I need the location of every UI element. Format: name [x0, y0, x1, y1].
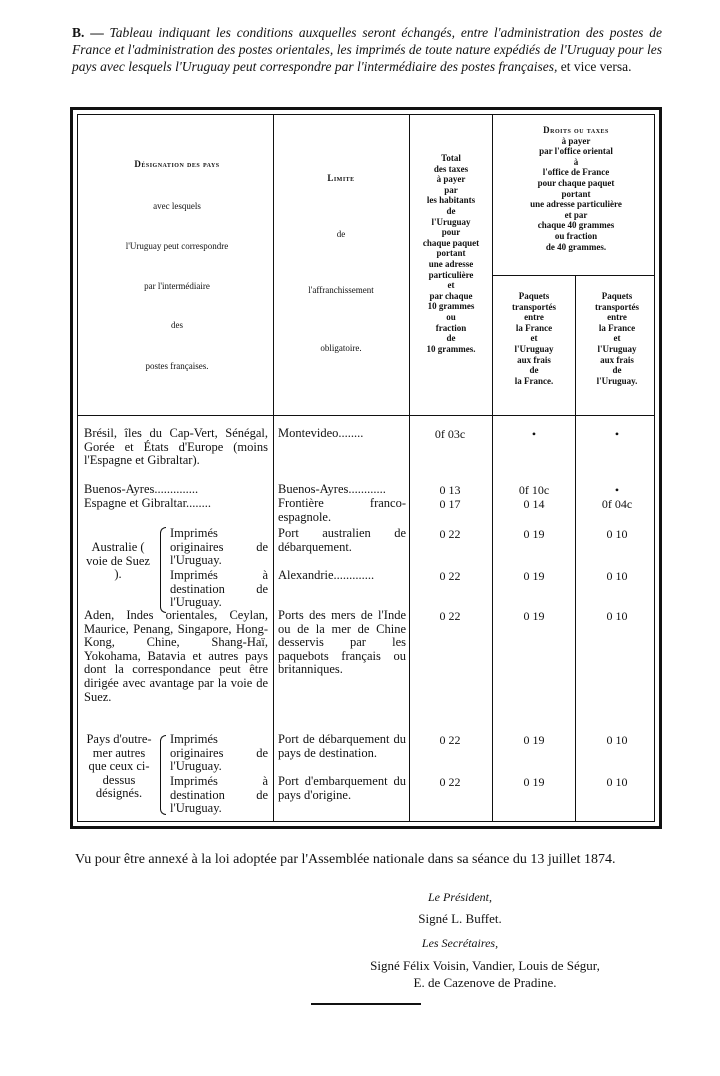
row-limite: Port de débarquement du pays de destination.: [278, 732, 406, 760]
column-divider: [273, 115, 274, 821]
row-limite: Frontière franco-espagnole.: [278, 496, 406, 524]
row-france: •: [531, 427, 537, 441]
row-france: 0 19: [523, 775, 545, 789]
row-pays: Aden, Indes orientales, Ceylan, Maurice, Penang, Singapore, Hong-Kong, Chine, Shang-Haï, Yokohama, Batavia et autres pays dont la correspondance peut être dirigée avec avantage par la voie de Suez.: [84, 608, 268, 704]
secretaries-signature-line2: E. de Cazenove de Pradine.: [413, 975, 557, 990]
brace: [160, 735, 166, 815]
header-france-line: aux frais: [517, 354, 551, 365]
table-inner: [77, 114, 655, 822]
header-uruguay-line: et: [613, 333, 621, 344]
row-france: 0 19: [523, 609, 545, 623]
header-pays-title: Désignation des pays: [134, 159, 220, 169]
header-total-line: et: [447, 280, 455, 291]
header-total-line: fraction: [435, 322, 467, 333]
brace: [160, 527, 166, 613]
row-france: 0f 10c: [518, 483, 550, 497]
header-total-line: une adresse: [428, 258, 474, 269]
header-total: [411, 153, 491, 354]
header-total-line: pour: [441, 227, 461, 238]
row-uruguay: •: [614, 427, 620, 441]
header-total-line: à payer: [436, 174, 466, 185]
header-droits-line: ou fraction: [554, 230, 598, 241]
row-total: 0 22: [439, 775, 461, 789]
row-total: 0f 03c: [434, 427, 466, 441]
header-uruguay-line: aux frais: [600, 354, 634, 365]
outremer-sub-text: Imprimés originaires de l'Uruguay.: [170, 732, 268, 774]
row-uruguay: 0f 04c: [601, 497, 633, 511]
header-droits-line: à: [573, 156, 579, 167]
row-pays: Espagne et Gibraltar........: [84, 496, 212, 510]
row-total: 0 22: [439, 527, 461, 541]
header-total-line: 10 grammes.: [426, 343, 476, 354]
row-france: 0 19: [523, 527, 545, 541]
header-uruguay-line: l'Uruguay: [597, 343, 637, 354]
outremer-sub-text: Imprimés à destination de l'Uruguay.: [170, 774, 268, 816]
row-uruguay: 0 10: [606, 569, 628, 583]
header-total-line: particulière: [428, 269, 474, 280]
row-pays: Buenos-Ayres..............: [84, 482, 199, 496]
heading-text: Tableau indiquant les conditions auxquelles seront échangés, entre l'administration des postes de France et l'administration des postes orientales, les imprimés de toute nature expédiés de l'Uruguay pour les pays avec lesquels l'Uruguay peut correspondre par l'intermédiaire des postes françaises,: [72, 25, 663, 74]
header-pays-line: par l'intermédiaire: [144, 281, 210, 291]
header-uruguay-line: Paquets: [601, 291, 633, 301]
row-france: 0 19: [523, 569, 545, 583]
row-pays: Brésil, îles du Cap-Vert, Sénégal, Gorée et États d'Europe (moins l'Espagne et Gibraltar).: [84, 426, 268, 468]
header-france-line: la France: [515, 322, 553, 333]
header-france-line: entre: [524, 312, 544, 323]
header-droits-line: chaque 40 grammes: [537, 220, 615, 231]
header-total-line: de: [446, 333, 456, 344]
president-signature: Signé L. Buffet.: [418, 911, 502, 926]
header-droits-title: Droits ou taxes: [543, 125, 609, 135]
header-total-line: de: [446, 205, 456, 216]
header-total-line: par: [444, 184, 458, 195]
row-total: 0 22: [439, 609, 461, 623]
row-limite: Buenos-Ayres............: [278, 482, 386, 496]
australie-sub-text: Imprimés à destination de l'Uruguay.: [170, 568, 268, 610]
header-france-line: Paquets: [518, 291, 550, 301]
header-total-line: 10 grammes: [427, 301, 475, 312]
row-uruguay: 0 10: [606, 527, 628, 541]
row-uruguay: 0 10: [606, 733, 628, 747]
header-total-line: portant: [436, 248, 466, 259]
header-total-line: Total: [441, 153, 461, 163]
secretaries-signature-line1: Signé Félix Voisin, Vandier, Louis de Ségur,: [370, 958, 600, 973]
outremer-label: Pays d'outre-mer autres que ceux ci-dessus désignés.: [86, 732, 152, 801]
table-frame: [70, 107, 662, 829]
header-limite-title: Limite: [327, 173, 355, 183]
header-frais-uruguay: [577, 291, 657, 386]
row-total: 0 13: [439, 483, 461, 497]
row-total: 0 17: [439, 497, 461, 511]
header-total-line: par chaque: [429, 290, 473, 301]
header-droits: [494, 125, 658, 252]
annex-statement: Vu pour être annexé à la loi adoptée par l'Assemblée nationale dans sa séance du 13 juillet 1874.: [75, 852, 616, 867]
heading-letter: B. —: [72, 25, 104, 40]
header-france-line: l'Uruguay: [514, 343, 554, 354]
row-uruguay: •: [614, 483, 620, 497]
header-pays-line: l'Uruguay peut correspondre: [125, 241, 229, 251]
row-limite: Port australien de débarquement.: [278, 526, 406, 554]
column-divider: [492, 115, 493, 821]
header-pays-line: postes françaises.: [145, 361, 209, 371]
row-total: 0 22: [439, 569, 461, 583]
row-france: 0 19: [523, 733, 545, 747]
row-uruguay: 0 10: [606, 609, 628, 623]
header-droits-line: par l'office oriental: [539, 146, 613, 157]
header-pays-line: des: [171, 320, 183, 330]
header-total-line: des taxes: [433, 163, 469, 174]
header-droits-line: l'office de France: [542, 167, 610, 178]
header-france-line: la France.: [514, 375, 554, 386]
header-france-line: transportés: [512, 301, 556, 312]
header-droits-line: une adresse particulière: [530, 199, 622, 210]
president-title: Le Président,: [428, 890, 492, 904]
header-france-line: de: [529, 365, 539, 376]
header-total-line: l'Uruguay: [431, 216, 471, 227]
header-droits-line: de 40 grammes.: [545, 241, 607, 252]
header-droits-line: portant: [561, 188, 591, 199]
header-limite-line: obligatoire.: [320, 343, 362, 353]
row-total: 0 22: [439, 733, 461, 747]
header-droits-line: pour chaque paquet: [537, 177, 615, 188]
header-uruguay-line: de: [612, 365, 622, 376]
column-divider: [575, 275, 576, 821]
column-divider: [409, 115, 410, 821]
secretaries-title: Les Secrétaires,: [421, 936, 499, 950]
header-subdivider: [492, 275, 654, 276]
header-france-line: et: [530, 333, 538, 344]
header-droits-line: à payer: [561, 135, 591, 146]
header-uruguay-line: la France: [598, 322, 636, 333]
row-limite: Montevideo........: [278, 426, 364, 440]
header-uruguay-line: transportés: [595, 301, 639, 312]
header-total-line: ou: [446, 311, 456, 322]
header-total-line: les habitants: [426, 195, 476, 206]
header-frais-france: [494, 291, 574, 386]
row-limite: Port d'embarquement du pays d'origine.: [278, 774, 406, 802]
closing-rule: [311, 1003, 421, 1005]
australie-sub-text: Imprimés originaires de l'Uruguay.: [170, 526, 268, 568]
row-limite: Alexandrie.............: [278, 568, 375, 582]
heading-tail: et vice versa.: [560, 59, 632, 74]
header-divider: [78, 415, 654, 416]
row-limite: Ports des mers de l'Inde ou de la mer de Chine desservis par les paquebots français ou britanniques.: [278, 608, 406, 677]
header-uruguay-line: entre: [607, 312, 627, 323]
header-total-line: chaque paquet: [422, 237, 480, 248]
row-uruguay: 0 10: [606, 775, 628, 789]
header-pays-line: avec lesquels: [153, 201, 201, 211]
header-limite-line: l'affranchissement: [308, 285, 374, 295]
table-heading: [72, 24, 662, 75]
row-france: 0 14: [523, 497, 545, 511]
australie-label: Australie ( voie de Suez ).: [86, 540, 150, 582]
header-limite-line: de: [336, 229, 346, 239]
header-uruguay-line: l'Uruguay.: [596, 375, 638, 386]
header-droits-line: et par: [564, 209, 588, 220]
